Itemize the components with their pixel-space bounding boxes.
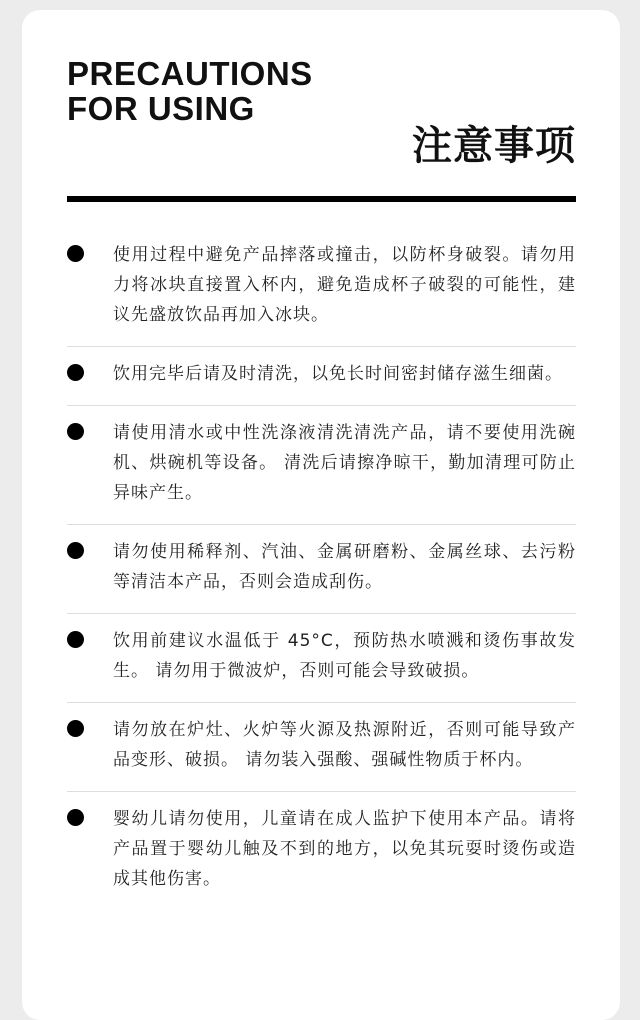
precaution-item-7 <box>67 792 576 910</box>
precaution-item-4 <box>67 525 576 614</box>
precaution-text: 请勿使用稀释剂、汽油、金属研磨粉、金属丝球、去污粉等清洁本产品，否则会造成刮伤。 <box>113 542 576 592</box>
precautions-card <box>22 10 620 1020</box>
title-chinese: 注意事项 <box>412 123 576 169</box>
title-english-line-2: FOR USING <box>67 90 255 127</box>
bullet-icon <box>67 809 84 826</box>
precaution-item-5 <box>67 614 576 703</box>
precaution-item-3 <box>67 406 576 525</box>
bullet-icon <box>67 245 84 262</box>
precaution-item-1 <box>67 228 576 347</box>
precautions-list <box>67 228 576 910</box>
bullet-icon <box>67 542 84 559</box>
bullet-icon <box>67 631 84 648</box>
precaution-text: 饮用前建议水温低于 45°C，预防热水喷溅和烫伤事故发生。 请勿用于微波炉，否则可能会导致破损。 <box>113 631 576 681</box>
title-english-line-1: PRECAUTIONS <box>67 55 313 92</box>
bullet-icon <box>67 423 84 440</box>
precaution-item-6 <box>67 703 576 792</box>
precaution-text: 饮用完毕后请及时清洗，以免长时间密封储存滋生细菌。 <box>113 364 563 384</box>
bullet-icon <box>67 720 84 737</box>
precaution-text: 请使用清水或中性洗涤液清洗清洗产品，请不要使用洗碗机、烘碗机等设备。 清洗后请擦净晾干，勤加清理可防止异味产生。 <box>113 423 576 503</box>
bullet-icon <box>67 364 84 381</box>
precaution-item-2 <box>67 347 576 406</box>
title-divider <box>67 196 576 202</box>
precaution-text: 使用过程中避免产品摔落或撞击，以防杯身破裂。请勿用力将冰块直接置入杯内，避免造成杯子破裂的可能性，建议先盛放饮品再加入冰块。 <box>113 245 576 325</box>
precaution-text: 婴幼儿请勿使用，儿童请在成人监护下使用本产品。请将产品置于婴幼儿触及不到的地方，以免其玩耍时烫伤或造成其他伤害。 <box>113 809 576 889</box>
precaution-text: 请勿放在炉灶、火炉等火源及热源附近，否则可能导致产品变形、破损。 请勿装入强酸、强碱性物质于杯内。 <box>113 720 576 770</box>
title-english <box>67 56 313 126</box>
